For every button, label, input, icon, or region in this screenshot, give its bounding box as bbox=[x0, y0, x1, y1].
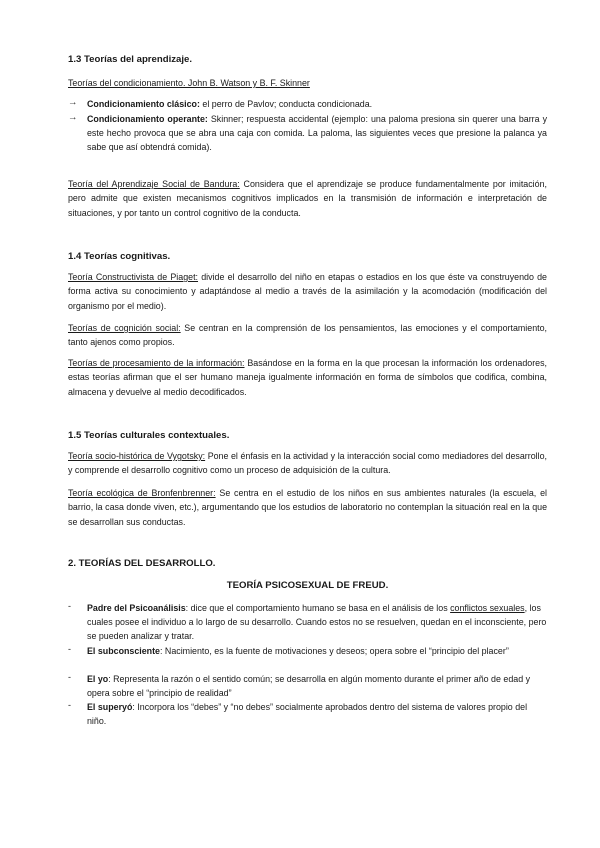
vygotsky-text: Pone el énfasis en la actividad y la interacción social como mediadores del desarrollo, y comprende el desarrollo cognitivo como un proceso de adquisición de la cultura. bbox=[68, 451, 547, 476]
bronfenbrenner-title: Teoría ecológica de Bronfenbrenner: bbox=[68, 488, 216, 498]
info-processing-text: Basándose en la forma en la que procesan la información los ordenadores, estas teorías afirman que el ser humano maneja igualmente información en forma de símbolos que codifica, combina, almacena y devuelve al medio decodificados. bbox=[68, 358, 547, 397]
operant-text: Skinner; respuesta accidental (ejemplo: una paloma presiona sin querer una barra y este hecho provoca que se abra una caja con comida. La paloma, las siguientes veces que presione la palanca ya sabe que así obtendrá comida). bbox=[87, 114, 548, 153]
term-operant: Condicionamiento operante: bbox=[87, 114, 208, 124]
arrow-bullet: → bbox=[68, 97, 78, 108]
list-item-ego bbox=[87, 672, 547, 700]
vygotsky-paragraph bbox=[68, 449, 547, 478]
freud-title: TEORÍA PSICOSEXUAL DE FREUD. bbox=[226, 580, 389, 591]
dash-bullet: - bbox=[68, 700, 71, 710]
term-superego: El superyó bbox=[87, 702, 133, 712]
section-1-5-heading: 1.5 Teorías culturales contextuales. bbox=[68, 430, 230, 441]
social-cognition-paragraph bbox=[68, 321, 547, 350]
term-psychoanalysis: Padre del Psicoanálisis bbox=[87, 603, 186, 613]
piaget-paragraph bbox=[68, 270, 547, 313]
vygotsky-title: Teoría socio-histórica de Vygotsky: bbox=[68, 451, 206, 461]
term-subconscious: El subconsciente bbox=[87, 646, 160, 656]
superego-text: : Incorpora los “debes” y “no debes” socialmente aprobados dentro del sistema de valores propio del niño. bbox=[87, 702, 528, 727]
piaget-title: Teoría Constructivista de Piaget: bbox=[68, 272, 199, 282]
bandura-title: Teoría del Aprendizaje Social de Bandura: bbox=[68, 179, 240, 189]
psychoanalysis-text-pre: : dice que el comportamiento humano se basa en el análisis de los bbox=[185, 603, 451, 613]
arrow-bullet: → bbox=[68, 112, 78, 123]
list-item-psychoanalysis bbox=[87, 601, 547, 644]
psychoanalysis-text-post: , los cuales posee el individuo a lo largo de su desarrollo. Cuando estos no se resuelven, quedan en el inconsciente, pero se pueden analizar y tratar. bbox=[87, 603, 547, 642]
social-cognition-text: Se centran en la comprensión de los pensamientos, las emociones y el comportamiento, tanto ajenos como propios. bbox=[68, 323, 548, 348]
conditioning-subheading: Teorías del condicionamiento. John B. Watson y B. F. Skinner bbox=[68, 78, 310, 88]
list-item-classical bbox=[87, 97, 547, 111]
subconscious-text: : Nacimiento, es la fuente de motivaciones y deseos; opera sobre el “principio del placer” bbox=[160, 646, 509, 656]
piaget-text: divide el desarrollo del niño en etapas o estadios en los que éste va construyendo de forma activa su conocimiento y adaptándose al medio a través de la asimilación y la acomodación (modificación del organismo por el medio). bbox=[68, 272, 547, 311]
social-cognition-title: Teorías de cognición social: bbox=[68, 323, 181, 333]
section-1-3-heading: 1.3 Teorías del aprendizaje. bbox=[68, 54, 193, 65]
dash-bullet: - bbox=[68, 601, 71, 611]
bandura-paragraph bbox=[68, 177, 547, 220]
info-processing-title: Teorías de procesamiento de la información: bbox=[68, 358, 245, 368]
bandura-text: Considera que el aprendizaje se produce fundamentalmente por imitación, pero admite que existen mecanismos cognitivos implicados en la transmisión de información e interpretación de situaciones, y por tanto un control cognitivo de la conducta. bbox=[68, 179, 547, 218]
ego-text: : Representa la razón o el sentido común; se desarrolla en algún momento durante el primer año de edad y opera sobre el “principio de realidad” bbox=[87, 674, 531, 699]
term-classical: Condicionamiento clásico: bbox=[87, 99, 200, 109]
list-item-superego bbox=[87, 700, 547, 728]
list-item-operant bbox=[87, 112, 547, 155]
classical-text: el perro de Pavlov; conducta condicionada. bbox=[199, 99, 373, 109]
term-ego: El yo bbox=[87, 674, 109, 684]
bronfenbrenner-text: Se centra en el estudio de los niños en sus ambientes naturales (la escuela, el barrio, la casa donde viven, etc.), argumentando que los estudios de laboratorio no contemplan la situación real en la que se desarrollan sus conductas. bbox=[68, 488, 547, 527]
info-processing-paragraph bbox=[68, 356, 547, 399]
section-2-heading: 2. TEORÍAS DEL DESARROLLO. bbox=[68, 558, 216, 569]
bronfenbrenner-paragraph bbox=[68, 486, 547, 529]
dash-bullet: - bbox=[68, 644, 71, 654]
sexual-conflicts-text: conflictos sexuales bbox=[450, 603, 525, 613]
section-1-4-heading: 1.4 Teorías cognitivas. bbox=[68, 251, 171, 262]
dash-bullet: - bbox=[68, 672, 71, 682]
list-item-subconscious bbox=[87, 644, 547, 658]
